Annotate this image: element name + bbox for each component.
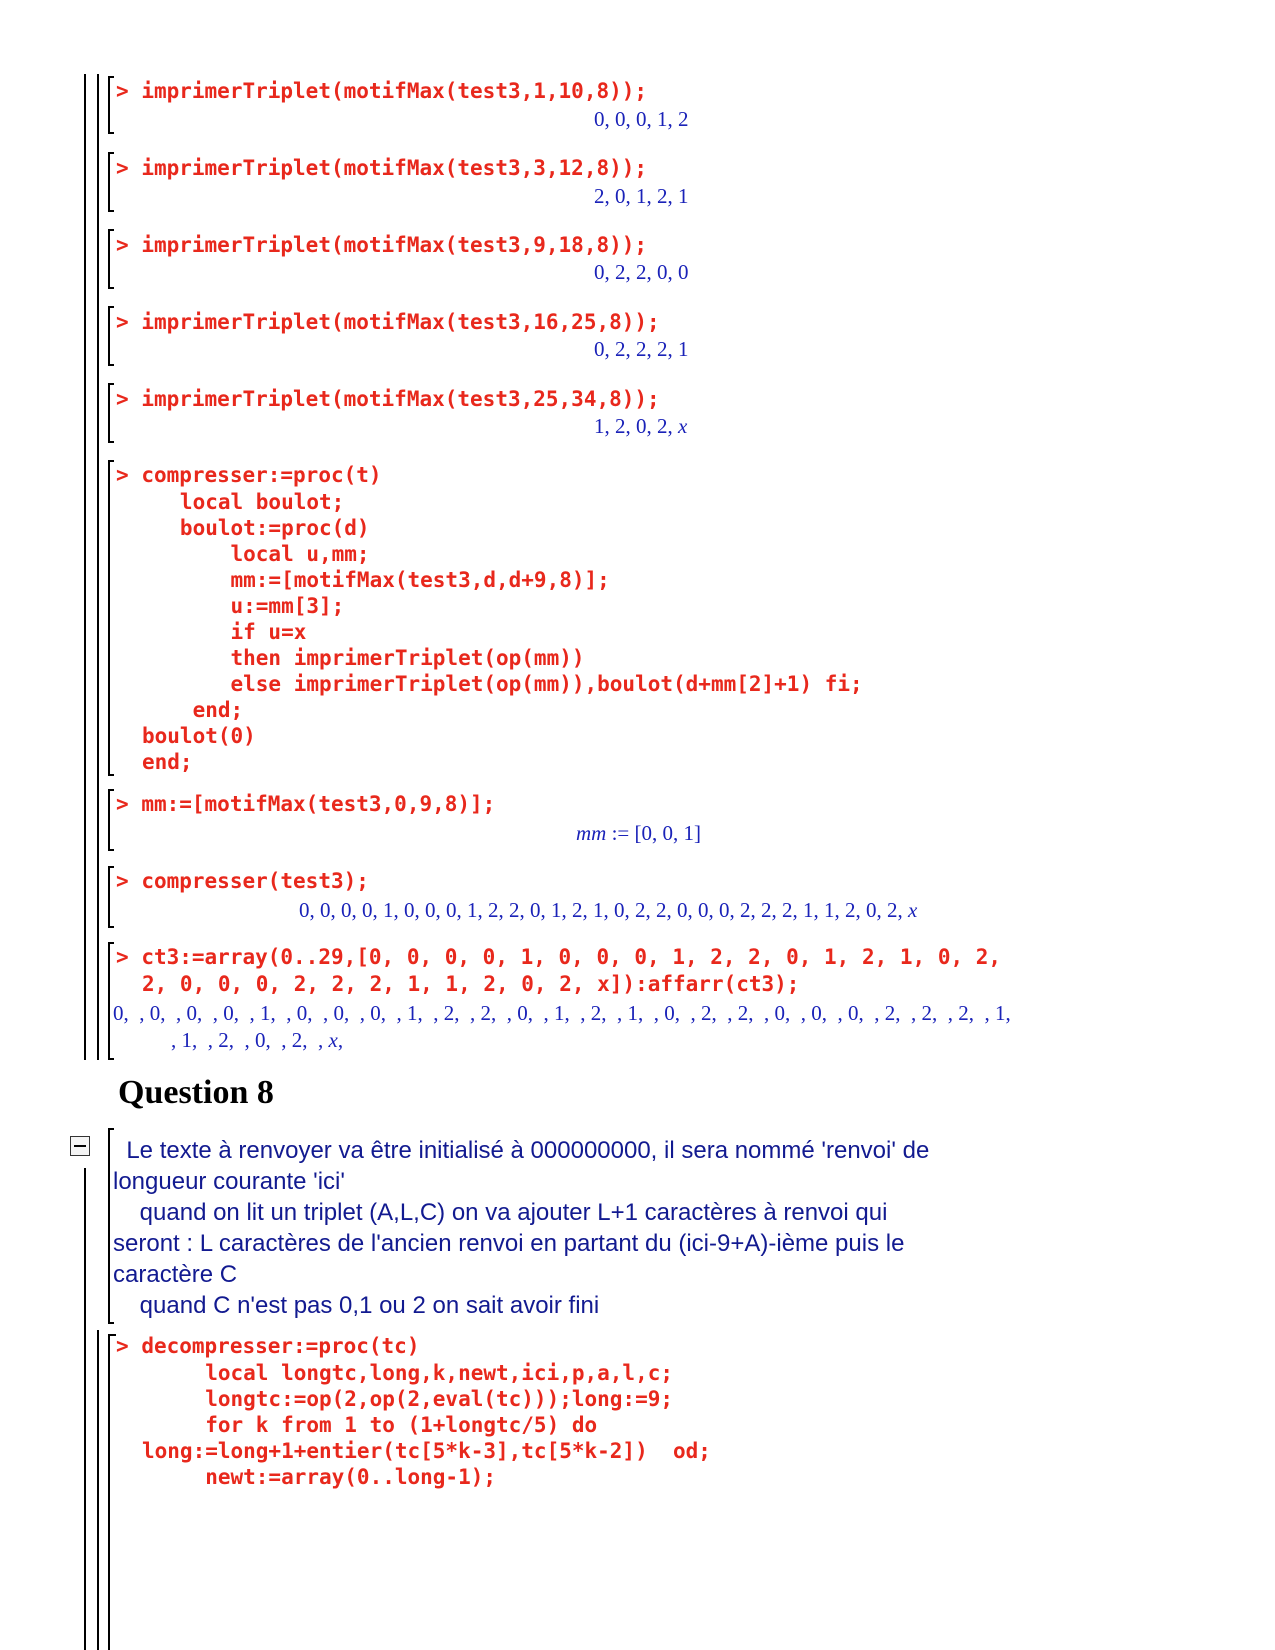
code-line: 2, 0, 0, 0, 2, 2, 2, 1, 1, 2, 0, 2, x]):affarr(ct3); [142, 972, 800, 996]
output-result: 0, 0, 0, 0, 1, 0, 0, 0, 1, 2, 2, 0, 1, 2, 1, 0, 2, 2, 0, 0, 0, 2, 2, 2, 1, 1, 2, 0, 2, x [299, 898, 918, 922]
code-input[interactable]: > decompresser:=proc(tc) [116, 1334, 420, 1358]
section-title: Question 8 [118, 1074, 274, 1111]
execution-group-bracket [108, 866, 114, 928]
inner-section-line [97, 74, 99, 1060]
q8-section-line [84, 1168, 86, 1650]
bracket-top [108, 1334, 116, 1336]
prose-line: quand on lit un triplet (A,L,C) on va ajouter L+1 caractères à renvoi qui [113, 1199, 888, 1226]
execution-group-bracket [108, 460, 114, 776]
prompt: > [116, 792, 129, 816]
code-line: else imprimerTriplet(op(mm)),boulot(d+mm[2]+1) fi; [142, 672, 863, 696]
prose-line: Le texte à renvoyer va être initialisé à 000000000, il sera nommé 'renvoi' de [113, 1137, 930, 1164]
code-line: for k from 1 to (1+longtc/5) do [142, 1413, 598, 1437]
code-input[interactable]: > imprimerTriplet(motifMax(test3,9,18,8)); [116, 233, 648, 257]
code-line: then imprimerTriplet(op(mm)) [142, 646, 585, 670]
output-result: 0, 2, 2, 2, 1 [594, 337, 689, 361]
code-line: longtc:=op(2,op(2,eval(tc)));long:=9; [142, 1387, 674, 1411]
code-line: end; [142, 698, 244, 722]
output-result: 0, 0, 0, 1, 2 [594, 107, 689, 131]
prose-line: seront : L caractères de l'ancien renvoi en partant du (ici-9+A)-ième puis le [113, 1230, 905, 1257]
execution-group-bracket [108, 229, 114, 289]
output-result: , 1, , 2, , 0, , 2, , x, [171, 1028, 344, 1052]
code-line: u:=mm[3]; [142, 594, 345, 618]
prompt: > [116, 310, 129, 334]
output-result: 2, 0, 1, 2, 1 [594, 184, 689, 208]
code-input[interactable]: > compresser:=proc(t) [116, 463, 382, 487]
execution-group-bracket [108, 152, 114, 212]
output-result: 0, , 0, , 0, , 0, , 1, , 0, , 0, , 0, , 1, , 2, , 2, , 0, , 1, , 2, , 1, , 0, , 2, , 2, , 0, , 0, , 0, , 2, , 2, , 2, , 1, [113, 1001, 1011, 1025]
code-input[interactable]: > imprimerTriplet(motifMax(test3,3,12,8)); [116, 156, 648, 180]
code-line: if u=x [142, 620, 307, 644]
code-input[interactable]: > mm:=[motifMax(test3,0,9,8)]; [116, 792, 496, 816]
prompt: > [116, 463, 129, 487]
code-line: local longtc,long,k,newt,ici,p,a,l,c; [142, 1361, 674, 1385]
code-line: boulot(0) [142, 724, 256, 748]
output-result: 1, 2, 0, 2, x [594, 414, 688, 438]
code-line: long:=long+1+entier(tc[5*k-3],tc[5*k-2]) od; [142, 1439, 711, 1463]
code-line: mm:=[motifMax(test3,d,d+9,8)]; [142, 568, 610, 592]
code-line: newt:=array(0..long-1); [142, 1465, 497, 1489]
prose-line: quand C n'est pas 0,1 ou 2 on sait avoir fini [113, 1292, 600, 1319]
code-input[interactable]: > imprimerTriplet(motifMax(test3,16,25,8)); [116, 310, 660, 334]
execution-group-bracket [108, 789, 114, 851]
prompt: > [116, 1334, 129, 1358]
outer-section-line [84, 74, 86, 1060]
code-input[interactable]: > imprimerTriplet(motifMax(test3,1,10,8)); [116, 79, 648, 103]
execution-group-bracket [108, 383, 114, 443]
code-input[interactable]: > compresser(test3); [116, 869, 369, 893]
prompt: > [116, 387, 129, 411]
code-line: boulot:=proc(d) [142, 516, 370, 540]
prose-line: longueur courante 'ici' [113, 1168, 345, 1195]
prompt: > [116, 156, 129, 180]
prompt: > [116, 945, 129, 969]
output-result: mm := [0, 0, 1] [576, 821, 702, 845]
execution-group-bracket [108, 1334, 110, 1650]
prompt: > [116, 869, 129, 893]
execution-group-bracket [108, 76, 114, 134]
code-line: end; [142, 750, 193, 774]
q8-inner-line [97, 1330, 99, 1650]
code-line: local u,mm; [142, 542, 370, 566]
prompt: > [116, 79, 129, 103]
prose-line: caractère C [113, 1261, 238, 1288]
code-input[interactable]: > imprimerTriplet(motifMax(test3,25,34,8)); [116, 387, 660, 411]
collapse-section-button[interactable] [70, 1136, 90, 1156]
execution-group-bracket [108, 306, 114, 366]
code-input[interactable]: > ct3:=array(0..29,[0, 0, 0, 0, 1, 0, 0, 0, 1, 2, 2, 0, 1, 2, 1, 0, 2, [116, 945, 1002, 969]
output-result: 0, 2, 2, 0, 0 [594, 260, 689, 284]
prompt: > [116, 233, 129, 257]
code-line: local boulot; [142, 490, 345, 514]
